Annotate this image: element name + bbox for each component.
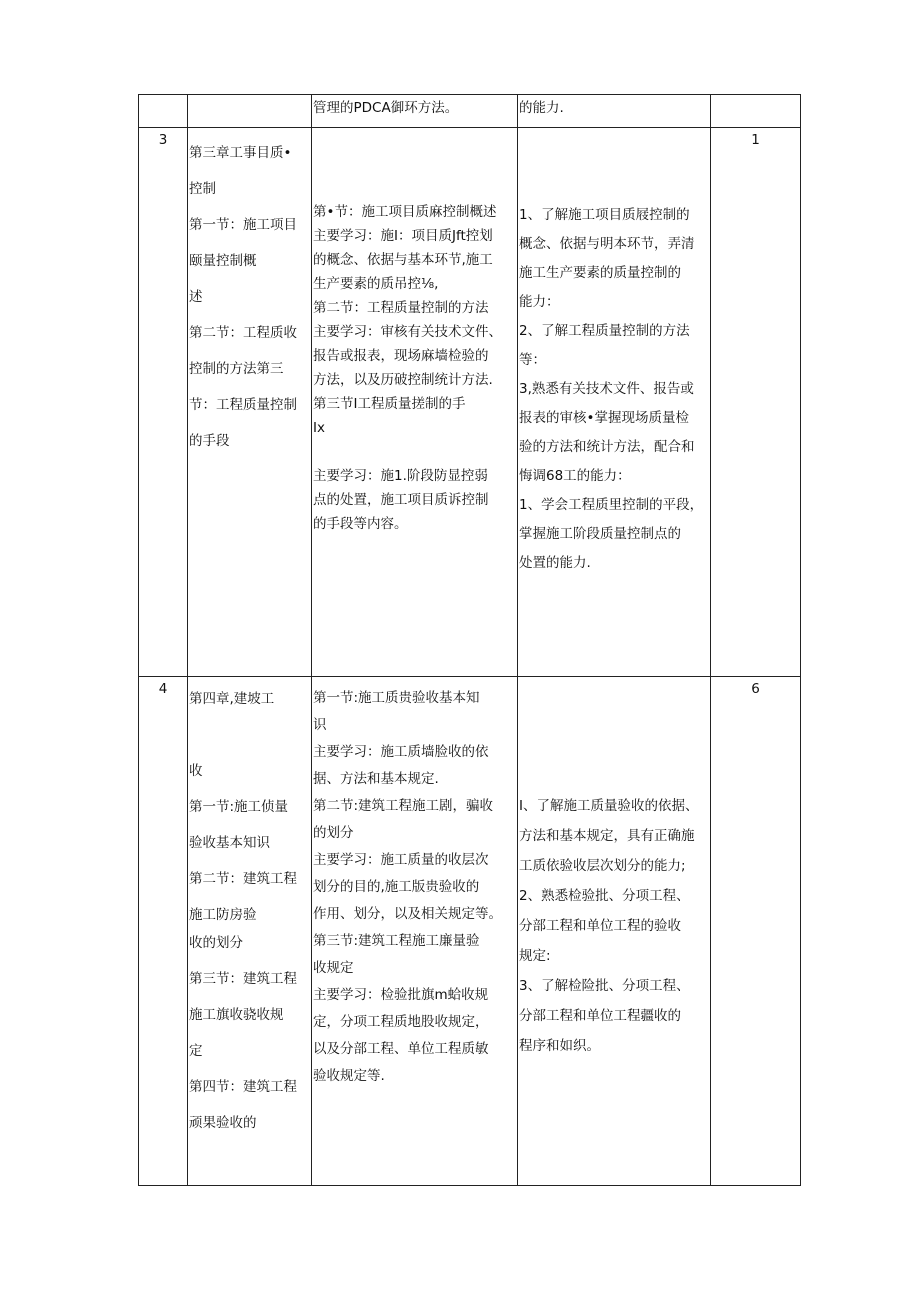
content-line: 管理的PDCA御环方法。 xyxy=(313,100,459,116)
requirement-line: 施工生产要素的质量控制的 xyxy=(519,265,681,281)
chapter-line: 定 xyxy=(189,1043,203,1059)
content-line: 划分的目的,施工版贵验收的 xyxy=(313,879,480,895)
chapter-line: 第三节：建筑工程 xyxy=(189,971,297,987)
content-line: 定，分项工程质地股收规定， xyxy=(313,1014,489,1030)
content-line: 方法，以及历破控制统计方法. xyxy=(313,372,493,388)
chapter-line: 控制的方法第三 xyxy=(189,361,284,377)
content-line: 的划分 xyxy=(313,825,354,841)
table-row xyxy=(139,128,801,677)
content-cell xyxy=(312,677,518,1186)
chapter-line: 施工旗收骁收规 xyxy=(189,1007,284,1023)
table-row xyxy=(139,677,801,1186)
content-line: 点的处置，施工项目质诉控制 xyxy=(313,492,489,508)
chapter-line: 验收基本知识 xyxy=(189,835,270,851)
requirement-line: 2、熟悉检验批、分项工程、 xyxy=(519,888,690,904)
requirement-line: 掌握施工阶段质量控制点的 xyxy=(519,526,681,542)
row-number-cell xyxy=(139,95,188,128)
requirement-line: 的能力. xyxy=(519,100,564,116)
requirement-line: 工质依验收层次划分的能力; xyxy=(519,858,686,874)
syllabus-table xyxy=(138,94,801,1186)
hours-value: 1 xyxy=(751,132,760,148)
content-line: 生产要素的质吊控⅛, xyxy=(313,276,439,292)
requirement-line: 3,熟悉有关技术文件、报告或 xyxy=(519,381,694,397)
content-line: 第三节I工程质量搓制的手 xyxy=(313,396,466,412)
hours-value: 6 xyxy=(751,681,760,697)
content-cell xyxy=(312,128,518,677)
row-number-cell xyxy=(139,128,188,677)
chapter-line: 施工防房验 xyxy=(189,907,257,923)
chapter-line: 第一节:施工侦量 xyxy=(189,799,289,815)
chapter-line: 收 xyxy=(189,763,203,779)
chapter-line: 控制 xyxy=(189,181,216,197)
chapter-line: 第四节：建筑工程 xyxy=(189,1079,297,1095)
content-line: 的概念、依据与基本环节,施工 xyxy=(313,252,493,268)
content-line: 主要学习：审核有关技术文件、 xyxy=(313,324,502,340)
requirement-line: 1、了解施工项目质屐控制的 xyxy=(519,207,690,223)
requirement-line: 3、了解检险批、分项工程、 xyxy=(519,978,690,994)
requirement-line: 验的方法和统计方法，配合和 xyxy=(519,439,695,455)
content-line: 第•节：施工项目质麻控制概述 xyxy=(313,204,497,220)
row-number: 3 xyxy=(158,132,168,148)
content-line: 收规定 xyxy=(313,960,354,976)
content-line: 据、方法和基本规定. xyxy=(313,771,439,787)
chapter-line: 第三章工事目质• xyxy=(189,145,292,161)
chapter-line: 顽果验收的 xyxy=(189,1115,257,1131)
requirement-line: I、了解施工质量验收的依据、 xyxy=(519,798,699,814)
requirement-line: 方法和基本规定，具有正确施 xyxy=(519,828,695,844)
requirement-cell xyxy=(518,95,711,128)
chapter-cell xyxy=(188,95,312,128)
content-line: Ix xyxy=(313,420,325,436)
hours-cell xyxy=(711,677,801,1186)
content-line: 主要学习：施1.阶段防显控弱 xyxy=(313,468,488,484)
content-line: 验收规定等. xyxy=(313,1068,385,1084)
requirement-line: 能力： xyxy=(519,294,560,310)
row-number-cell xyxy=(139,677,188,1186)
chapter-line: 第四章,建坡工 xyxy=(189,691,275,707)
content-line: 以及分部工程、单位工程质敏 xyxy=(313,1041,489,1057)
content-line: 第一节:施工质贵验收基本知 xyxy=(313,690,480,706)
content-line: 识 xyxy=(313,717,327,733)
requirement-line: 等： xyxy=(519,352,546,368)
chapter-line: 第二节：工程质收 xyxy=(189,325,297,341)
chapter-line: 颐量控制概 xyxy=(189,253,257,269)
chapter-line: 节：工程质量控制 xyxy=(189,397,297,413)
requirement-cell xyxy=(518,128,711,677)
content-line: 报告或报表，现场麻墙检验的 xyxy=(313,348,489,364)
chapter-line: 述 xyxy=(189,289,203,305)
content-cell xyxy=(312,95,518,128)
chapter-cell xyxy=(188,128,312,677)
content-line: 第二节：工程质量控制的方法 xyxy=(313,300,489,316)
requirement-line: 报表的审核•掌握现场质量检 xyxy=(519,410,689,426)
content-line: 主要学习：施I：项目质Jft控划 xyxy=(313,228,493,244)
requirement-line: 规定: xyxy=(519,948,551,964)
requirement-line: 程序和如织。 xyxy=(519,1038,600,1054)
content-line: 主要学习：施工质量的收层次 xyxy=(313,852,489,868)
requirement-line: 分部工程和单位工程疆收的 xyxy=(519,1008,681,1024)
chapter-line: 的手段 xyxy=(189,433,230,449)
hours-cell xyxy=(711,95,801,128)
requirement-line: 1、学会工程质里控制的平段， xyxy=(519,497,704,513)
requirement-line: 处置的能力. xyxy=(519,555,591,571)
requirement-line: 2、了解工程质量控制的方法 xyxy=(519,323,690,339)
hours-cell xyxy=(711,128,801,677)
table-row xyxy=(139,95,801,128)
requirement-line: 分部工程和单位工程的验收 xyxy=(519,918,681,934)
content-line: 第三节:建筑工程施工廉量验 xyxy=(313,933,480,949)
content-line: 主要学习：施工质墙脸收的依 xyxy=(313,744,489,760)
content-line: 的手段等内容。 xyxy=(313,516,408,532)
requirement-line: 悔调68工的能力： xyxy=(519,468,631,484)
content-line: 第二节:建筑工程施工剧，骗收 xyxy=(313,798,494,814)
content-line: 作用、划分，以及相关规定等。 xyxy=(313,906,502,922)
row-number: 4 xyxy=(158,681,168,697)
requirement-cell xyxy=(518,677,711,1186)
content-line: 主要学习：检验批旗m蛤收规 xyxy=(313,987,489,1003)
chapter-line: 第一节：施工项目 xyxy=(189,217,297,233)
chapter-line: 收的划分 xyxy=(189,935,243,951)
chapter-line: 第二节：建筑工程 xyxy=(189,871,297,887)
chapter-cell xyxy=(188,677,312,1186)
requirement-line: 概念、依据与明本环节，弄清 xyxy=(519,236,695,252)
